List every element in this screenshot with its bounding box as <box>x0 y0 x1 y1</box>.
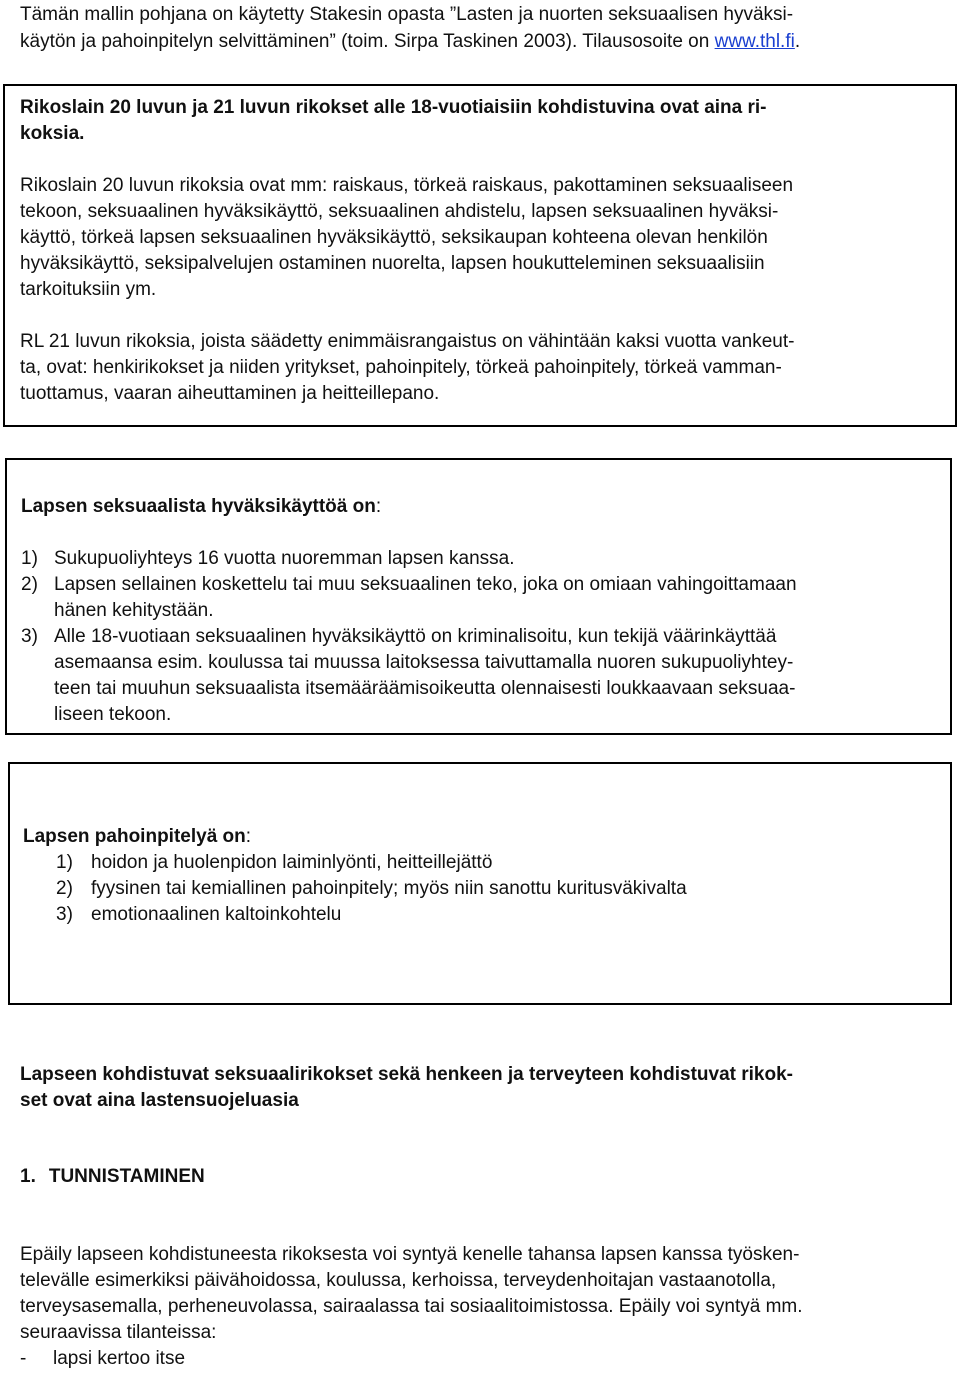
list-item <box>21 546 941 572</box>
section-heading <box>20 1164 205 1190</box>
box3-heading-text: Lapsen pahoinpitelyä on <box>23 826 246 847</box>
closing-line-2: televälle esimerkiksi päivähoidossa, koulussa, kerhoissa, terveydenhoitajan vastaanotolla, <box>20 1270 777 1291</box>
sexual-abuse-definition-box <box>5 458 952 735</box>
list-item <box>21 572 941 598</box>
dash-bullet: - <box>20 1348 27 1369</box>
list-item-text: Sukupuoliyhteys 16 vuotta nuoremman lapsen kanssa. <box>54 548 515 569</box>
box1-heading-line-1: Rikoslain 20 luvun ja 21 luvun rikokset alle 18-vuotiaisiin kohdistuvina ovat aina ri- <box>20 97 767 118</box>
box3-heading <box>23 824 251 850</box>
bold-statement-line-2: set ovat aina lastensuojeluasia <box>20 1090 299 1111</box>
box1-para1-line-5: tarkoituksiin ym. <box>20 279 157 300</box>
box1-para2-line-1: RL 21 luvun rikoksia, joista säädetty enimmäisrangaistus on vähintään kaksi vuotta vankeut- <box>20 331 795 352</box>
box2-heading-colon: : <box>375 496 382 517</box>
list-item-number: 3) <box>56 904 73 925</box>
list-item-text: liseen tekoon. <box>54 704 172 725</box>
list-item <box>56 902 936 928</box>
box1-para2-line-2: ta, ovat: henkirikokset ja niiden yritykset, pahoinpitely, törkeä pahoinpitely, törkeä vamman- <box>20 357 782 378</box>
list-item-text: emotionaalinen kaltoinkohtelu <box>91 904 342 925</box>
list-item-continuation <box>21 676 941 702</box>
closing-line-4: seuraavissa tilanteissa: <box>20 1322 217 1343</box>
list-item-text: hänen kehitystään. <box>54 600 214 621</box>
box2-heading <box>21 494 381 520</box>
list-item-number: 1) <box>21 548 38 569</box>
list-item-text: Alle 18-vuotiaan seksuaalinen hyväksikäyttö on kriminalisoitu, kun tekijä väärinkäyttää <box>54 626 777 647</box>
box1-para2-line-3: tuottamus, vaaran aiheuttaminen ja heitteillepano. <box>20 383 440 404</box>
box2-list <box>21 546 941 728</box>
box1-para1-line-3: käyttö, törkeä lapsen seksuaalinen hyväksikäyttö, seksikaupan kohteena olevan henkilön <box>20 227 768 248</box>
box1-para1-line-4: hyväksikäyttö, seksipalvelujen ostaminen nuorelta, lapsen houkutteleminen seksuaalisiin <box>20 253 765 274</box>
list-item-number: 2) <box>56 878 73 899</box>
criminal-code-box <box>3 84 957 427</box>
thl-link[interactable]: www.thl.fi <box>714 31 795 52</box>
dash-list-item-text: lapsi kertoo itse <box>53 1348 186 1369</box>
box3-list <box>56 850 936 928</box>
section-title: TUNNISTAMINEN <box>48 1166 205 1187</box>
box1-heading-line-2: koksia. <box>20 123 85 144</box>
box2-heading-text: Lapsen seksuaalista hyväksikäyttöä on <box>21 496 376 517</box>
list-item-number: 1) <box>56 852 73 873</box>
list-item <box>21 624 941 650</box>
list-item-text: hoidon ja huolenpidon laiminlyönti, heitteillejättö <box>91 852 493 873</box>
child-maltreatment-definition-box <box>8 762 952 1005</box>
list-item-continuation <box>21 650 941 676</box>
closing-line-3: terveysasemalla, perheneuvolassa, sairaalassa tai sosiaalitoimistossa. Epäily voi syntyä mm. <box>20 1296 803 1317</box>
list-item-continuation <box>21 598 941 624</box>
intro-line-2 <box>20 29 800 55</box>
closing-line-1: Epäily lapseen kohdistuneesta rikoksesta voi syntyä kenelle tahansa lapsen kanssa työsken- <box>20 1244 800 1265</box>
list-item-text: asemaansa esim. koulussa tai muussa laitoksessa taivuttamalla nuoren sukupuoliyhtey- <box>54 652 794 673</box>
intro-line-1: Tämän mallin pohjana on käytetty Stakesin opasta ”Lasten ja nuorten seksuaalisen hyväksi- <box>20 4 794 25</box>
list-item <box>56 876 936 902</box>
box1-para1-line-2: tekoon, seksuaalinen hyväksikäyttö, seksuaalinen ahdistelu, lapsen seksuaalinen hyväksi- <box>20 201 779 222</box>
list-item <box>56 850 936 876</box>
list-item-text: teen tai muuhun seksuaalista itsemääräämisoikeutta olennaisesti loukkaavaan seksuaa- <box>54 678 796 699</box>
list-item-text: fyysinen tai kemiallinen pahoinpitely; myös niin sanottu kuritusväkivalta <box>91 878 687 899</box>
intro-link-suffix: . <box>794 31 801 52</box>
dash-list-item <box>20 1346 420 1372</box>
box1-para1-line-1: Rikoslain 20 luvun rikoksia ovat mm: raiskaus, törkeä raiskaus, pakottaminen seksuaaliseen <box>20 175 794 196</box>
intro-line-2-text: käytön ja pahoinpitelyn selvittäminen” (toim. Sirpa Taskinen 2003). Tilausosoite on <box>20 31 715 52</box>
list-item-text: Lapsen sellainen koskettelu tai muu seksuaalinen teko, joka on omiaan vahingoittamaan <box>54 574 797 595</box>
list-item-number: 3) <box>21 626 38 647</box>
bold-statement-line-1: Lapseen kohdistuvat seksuaalirikokset sekä henkeen ja terveyteen kohdistuvat rikok- <box>20 1064 793 1085</box>
box3-heading-colon: : <box>245 826 252 847</box>
list-item-number: 2) <box>21 574 38 595</box>
list-item-continuation <box>21 702 941 728</box>
section-number: 1. <box>20 1166 36 1187</box>
